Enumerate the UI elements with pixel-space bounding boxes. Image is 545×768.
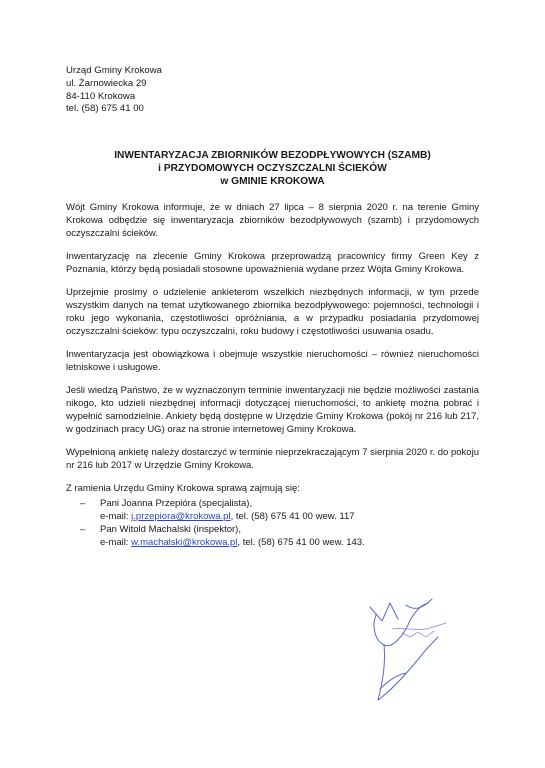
phone: tel. (58) 675 41 00 xyxy=(66,103,144,115)
contacts-list xyxy=(66,497,479,549)
document-title xyxy=(66,149,479,189)
paragraph: Inwentaryzację na zlecenie Gminy Krokowa przeprowadzą pracownicy firmy Green Key z Poznania, którzy będą posiadali stosowne upoważnienia wydane przez Wójta Gminy Krokowa. xyxy=(66,251,479,275)
sender-address xyxy=(66,65,162,116)
paragraph: Wójt Gminy Krokowa informuje, że w dniach 27 lipca – 8 sierpnia 2020 r. na terenie Gminy Krokowa odbędzie się inwentaryzacja zbiorników bezodpływowych (szamb) i przydomowych oczyszczalni ścieków. xyxy=(66,202,479,239)
street: ul. Żarnowiecka 29 xyxy=(66,77,147,89)
city: 84-110 Krokowa xyxy=(66,90,136,102)
contact-phone: , tel. (58) 675 41 00 wew. 117 xyxy=(230,511,355,522)
contact-name: Pani Joanna Przepióra (specjalista), xyxy=(100,498,253,509)
email-link[interactable]: w.machalski@krokowa.pl xyxy=(131,537,238,548)
title-line-1: INWENTARYZACJA ZBIORNIKÓW BEZODPŁYWOWYCH (SZAMB) xyxy=(114,150,431,161)
contacts-intro: Z ramienia Urzędu Gminy Krokowa sprawą zajmują się: xyxy=(66,483,300,494)
org-name: Urząd Gminy Krokowa xyxy=(66,65,162,76)
contact-phone: , tel. (58) 675 41 00 wew. 143. xyxy=(237,537,365,548)
contact-item xyxy=(66,497,479,523)
paragraph: Jeśli wiedzą Państwo, że w wyznaczonym terminie inwentaryzacji nie będzie możliwości zastania nikogo, kto udzieli niezbędnej informacji dotyczącej nieruchomości, to ankietę można pobrać i wypełnić samodzielnie. Ankiety będą dostępne w Urzędzie Gminy Krokowa (pokój nr 216 lub 217, w godzinach pracy UG) oraz na stronie internetowej Gminy Krokowa. xyxy=(66,385,479,435)
paragraph: Inwentaryzacja jest obowiązkowa i obejmuje wszystkie nieruchomości – również nieruchomości letniskowe i usługowe. xyxy=(66,349,479,373)
list-dash: – xyxy=(80,524,86,535)
list-dash: – xyxy=(80,498,86,509)
email-label: e-mail: xyxy=(100,511,129,522)
contact-item xyxy=(66,523,479,549)
email-label: e-mail: xyxy=(100,537,129,548)
contact-details xyxy=(100,536,479,549)
signature-stamp xyxy=(362,585,472,715)
paragraph: Wypełnioną ankietę należy dostarczyć w terminie nieprzekraczającym 7 sierpnia 2020 r. do pokoju nr 216 lub 2017 w Urzędzie Gminy Krokowa. xyxy=(66,447,479,471)
contact-details xyxy=(100,510,479,523)
title-line-3: w GMINIE KROKOWA xyxy=(220,176,325,188)
contact-name: Pan Witold Machalski (inspektor), xyxy=(100,524,241,535)
title-line-2: i PRZYDOMOWYCH OCZYSZCZALNI ŚCIEKÓW xyxy=(158,163,387,175)
document-body xyxy=(66,201,479,549)
email-link[interactable]: j.przepiora@krokowa.pl xyxy=(131,511,231,522)
paragraph: Uprzejmie prosimy o udzielenie ankieterom wszelkich niezbędnych informacji, w tym przede wszystkim danych na temat użytkowanego zbiornika bezodpływowego: pojemności, technologii i roku jego wykonania, częstotliwości opróżniania, a w przypadku posiadania przydomowej oczyszczalni ścieków: typu oczyszczalni, roku budowy i częstotliwości usuwania osadu. xyxy=(66,287,479,337)
